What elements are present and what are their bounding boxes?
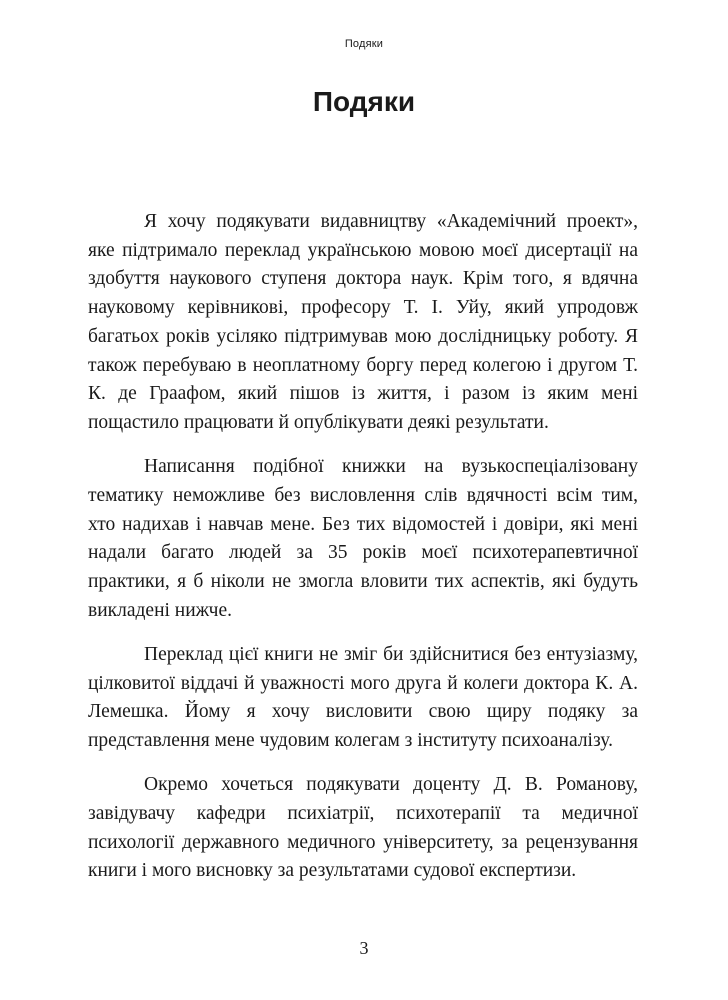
paragraph-reviewer-thanks: Окремо хочеться подякувати доценту Д. В. Романову, завідувачу кафедри психіатрії, психотерапії та медичної психології державного медичного університету, за рецензування книги і мого висновку за результатами судової експертизи. bbox=[88, 774, 638, 882]
running-header: Подяки bbox=[344, 38, 384, 50]
paragraph-publisher-thanks: Я хочу подякувати видавництву «Академічний проект», яке підтримало переклад українською мовою моєї дисертації на здобуття наукового ступеня доктора наук. Крім того, я вдячна науковому керівникові, професору Т. І. Уйу, який упродовж багатьох років усіляко підтримував мою дослідницьку роботу. Я також перебуваю в неоплатному боргу перед колегою і другом Т. К. де Граафом, який пішов із життя, і разом із яким мені пощастило працювати й опублікувати деякі результати. bbox=[88, 211, 638, 433]
page-title: Подяки bbox=[312, 86, 416, 117]
paragraph-translator-thanks: Переклад цієї книги не зміг би здійснитися без ентузіазму, цілковитої віддачі й уважності мого друга й колеги доктора К. А. Лемешка. Йому я хочу висловити свою щиру подяку за представлення мене чудовим колегам з інституту психоаналізу. bbox=[88, 643, 638, 751]
paragraph-mentors-thanks: Написання подібної книжки на вузькоспеціалізовану тематику неможливе без висловлення слів вдячності всім тим, хто надихав і навчав мене. Без тих відомостей і довіри, які мені надали багато людей за 35 років моєї психотерапевтичної практики, я б ніколи не змогла вловити тих аспектів, які будуть викладені нижче. bbox=[88, 456, 638, 621]
acknowledgements-body bbox=[88, 208, 638, 901]
page-number: 3 bbox=[359, 938, 369, 958]
